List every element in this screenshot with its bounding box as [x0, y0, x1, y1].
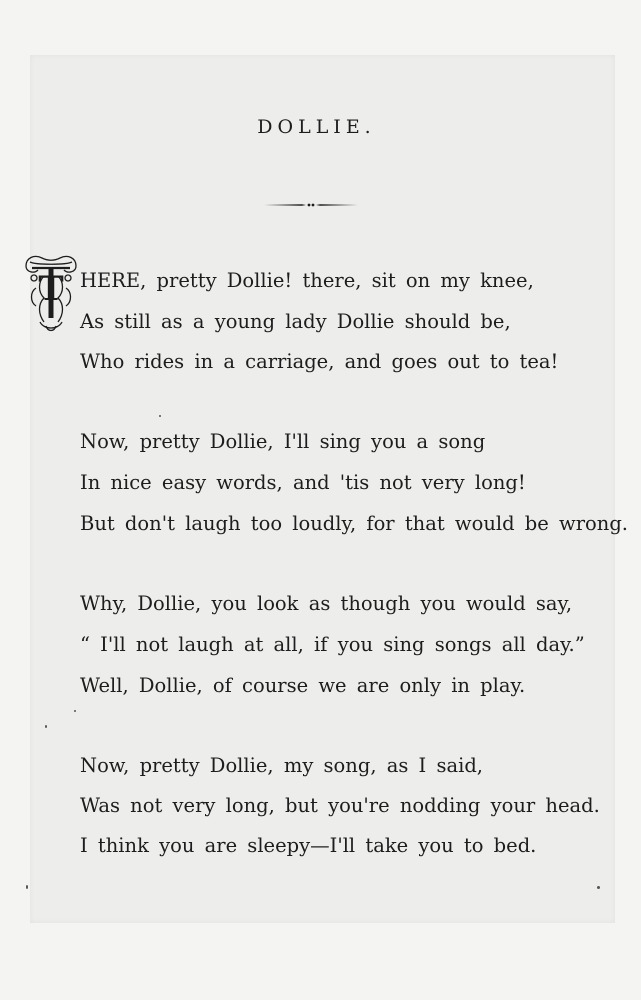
poem-line: Now, pretty Dollie, my song, as I said,: [80, 754, 484, 777]
poem-line: Well, Dollie, of course we are only in play.: [80, 674, 526, 697]
poem-line: In nice easy words, and 'tis not very long!: [80, 471, 526, 494]
paper-speck: [45, 725, 47, 728]
paper-speck: [74, 710, 76, 712]
poem-line: HERE, pretty Dollie! there, sit on my knee,: [80, 269, 534, 292]
paper-speck: [26, 885, 28, 889]
poem-line: I think you are sleepy—I'll take you to bed.: [80, 834, 537, 857]
poem-line: Was not very long, but you're nodding your head.: [80, 794, 600, 817]
poem-line: Why, Dollie, you look as though you would say,: [80, 592, 573, 615]
poem-line: As still as a young lady Dollie should be,: [80, 310, 511, 333]
poem-line: But don't laugh too loudly, for that would be wrong.: [80, 512, 629, 535]
poem-line: “ I'll not laugh at all, if you sing songs all day.”: [80, 633, 585, 656]
poem-line: Now, pretty Dollie, I'll sing you a song: [80, 430, 486, 453]
paper-speck: [159, 415, 161, 417]
drop-cap-letter: T: [38, 269, 64, 309]
poem-title: DOLLIE.: [257, 116, 376, 138]
poem-line: Who rides in a carriage, and goes out to tea!: [80, 350, 559, 373]
paper-speck: [597, 886, 600, 889]
